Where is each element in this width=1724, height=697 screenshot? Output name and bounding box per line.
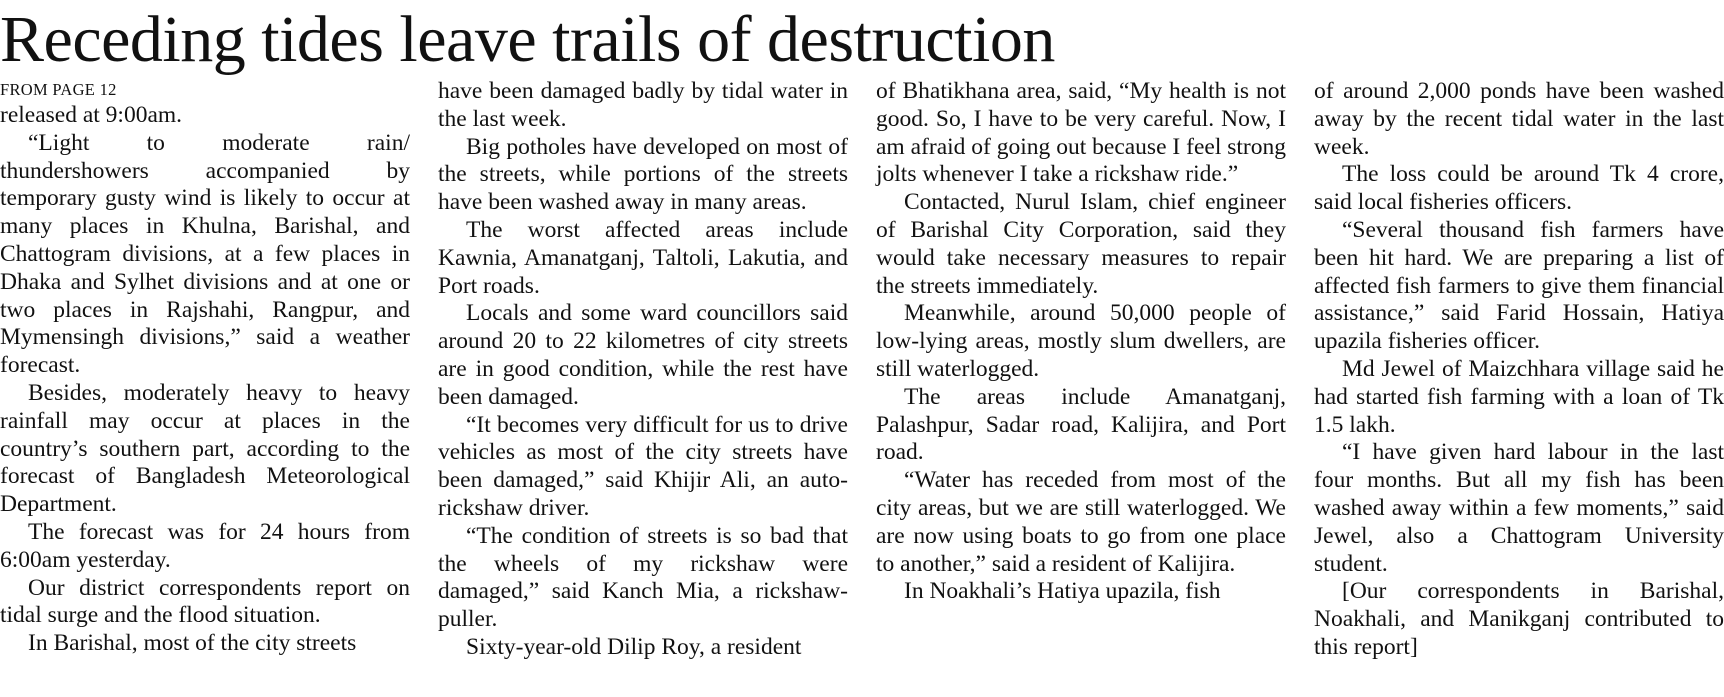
paragraph: Sixty-year-old Dilip Roy, a resident <box>466 633 802 660</box>
paragraph: “The condition of streets is so bad that the wheels of my rickshaw were damaged,” said Kanch Mia, a rickshaw-puller. <box>438 522 848 633</box>
paragraph: The loss could be around Tk 4 crore, said local fisheries officers. <box>1314 161 1724 216</box>
article-column-2 <box>438 78 848 662</box>
paragraph: “Several thousand fish farmers have been hit hard. We are preparing a list of affected fish farmers to give them financial assistance,” said Farid Hossain, Hatiya upazila fisheries officer. <box>1314 216 1724 355</box>
article-column-1 <box>0 78 410 658</box>
paragraph: released at 9:00am. <box>0 102 183 128</box>
paragraph: “It becomes very difficult for us to drive vehicles as most of the city streets have been damaged,” said Khijir Ali, an auto-rickshaw driver. <box>438 411 848 521</box>
paragraph: have been damaged badly by tidal water in the last week. <box>438 78 848 132</box>
paragraph: Our district correspondents report on tidal surge and the flood situation. <box>0 574 410 629</box>
article-column-4 <box>1314 78 1724 662</box>
article-column-3 <box>876 78 1286 606</box>
paragraph: of around 2,000 ponds have been washed away by the recent tidal water in the last week. <box>1314 78 1724 160</box>
paragraph: Md Jewel of Maizchhara village said he had started fish farming with a loan of Tk 1.5 lakh. <box>1314 355 1724 438</box>
paragraph: [Our correspondents in Barishal, Noakhali, and Manikganj contributed to this report] <box>1314 578 1724 660</box>
paragraph: Big potholes have developed on most of the streets, while portions of the streets have been washed away in many areas. <box>438 133 848 216</box>
paragraph: The areas include Amanatganj, Palashpur, Sadar road, Kalijira, and Port road. <box>876 383 1286 466</box>
headline: Receding tides leave trails of destruction <box>0 3 1055 76</box>
paragraph: The forecast was for 24 hours from 6:00am yesterday. <box>0 518 410 573</box>
paragraph: Meanwhile, around 50,000 people of low-lying areas, mostly slum dwellers, are still waterlogged. <box>876 300 1286 382</box>
continuation-kicker: FROM PAGE 12 <box>0 80 117 99</box>
paragraph: “Water has receded from most of the city areas, but we are still waterlogged. We are now using boats to go from one place to another,” said a resident of Kalijira. <box>876 467 1286 577</box>
paragraph: “I have given hard labour in the last four months. But all my fish has been washed away within a few moments,” said Jewel, also a Chattogram University student. <box>1314 439 1724 577</box>
paragraph: “Light to moderate rain/ thundershowers accompanied by temporary gusty wind is likely to occur at many places in Khulna, Barishal, and Chattogram divisions, at a few places in Dhaka and Sylhet divisions and at one or two places in Rajshahi, Rangpur, and Mymensingh divisions,” said a weather forecast. <box>0 129 410 379</box>
paragraph: Contacted, Nurul Islam, chief engineer of Barishal City Corporation, said they would take necessary measures to repair the streets immediately. <box>876 189 1286 299</box>
paragraph: The worst affected areas include Kawnia, Amanatganj, Taltoli, Lakutia, and Port roads. <box>438 216 848 299</box>
paragraph: of Bhatikhana area, said, “My health is not good. So, I have to be very careful. Now, I am afraid of going out because I feel strong jolts whenever I take a rickshaw ride.” <box>876 78 1286 188</box>
paragraph: In Noakhali’s Hatiya upazila, fish <box>904 578 1221 605</box>
paragraph: Locals and some ward councillors said around 20 to 22 kilometres of city streets are in good condition, while the rest have been damaged. <box>438 300 848 410</box>
paragraph: In Barishal, most of the city streets <box>28 630 357 657</box>
paragraph: Besides, moderately heavy to heavy rainfall may occur at places in the country’s southern part, according to the forecast of Bangladesh Meteorological Department. <box>0 379 410 518</box>
